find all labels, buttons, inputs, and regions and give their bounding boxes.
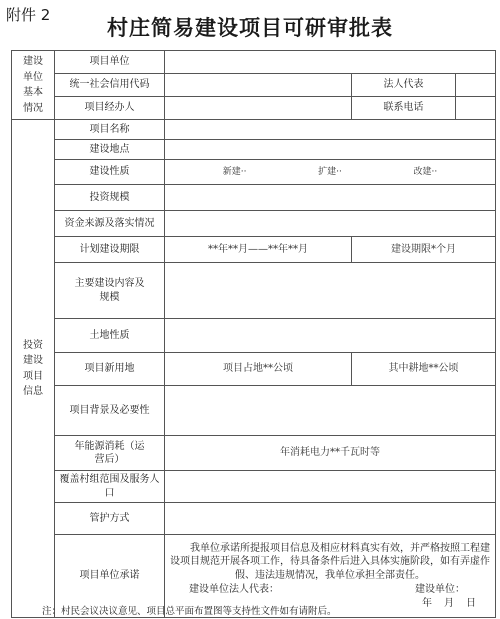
field-content[interactable]: [165, 263, 496, 319]
label-land-nature: 土地性质: [55, 319, 165, 353]
label-new-land: 项目新用地: [55, 353, 165, 386]
row-coverage: [12, 471, 496, 503]
row-energy: [12, 436, 496, 471]
commitment-text: 我单位承诺所提报项目信息及相应材料真实有效，并严格按照工程建设项目规范开展各项工作，待具备条件后进入具体实施阶段，如有弄虚作假、违法违规情况，我单位承担全部责任。: [170, 542, 490, 581]
row-schedule: [12, 237, 496, 263]
field-phone[interactable]: [456, 97, 496, 120]
field-legal-rep[interactable]: [456, 74, 496, 97]
label-manager: 项目经办人: [55, 97, 165, 120]
row-land-nature: [12, 319, 496, 353]
approval-form-table: [11, 50, 496, 618]
row-new-land: [12, 353, 496, 386]
row-project-unit: [12, 51, 496, 74]
label-maintenance: 管护方式: [55, 503, 165, 535]
field-scale[interactable]: [165, 185, 496, 211]
label-content: 主要建设内容及规模: [55, 263, 165, 319]
option-new-build[interactable]: 新建··: [222, 166, 247, 177]
field-location[interactable]: [165, 140, 496, 160]
field-energy[interactable]: 年消耗电力**千瓦时等: [165, 436, 496, 471]
label-phone: 联系电话: [352, 97, 456, 120]
row-background: [12, 386, 496, 436]
field-farmland[interactable]: 其中耕地**公顷: [352, 353, 496, 386]
row-project-name: [12, 120, 496, 140]
field-nature: [165, 160, 496, 185]
field-background[interactable]: [165, 386, 496, 436]
label-background: 项目背景及必要性: [55, 386, 165, 436]
field-funding[interactable]: [165, 211, 496, 237]
section-basic-info: 建设单位基本情况: [12, 51, 55, 120]
footer-note: 注：村民会议决议意见、项目总平面布置图等支持性文件如有请附后。: [42, 606, 337, 617]
field-duration[interactable]: 建设期限*个月: [352, 237, 496, 263]
field-schedule[interactable]: **年**月——**年**月: [165, 237, 352, 263]
row-content: [12, 263, 496, 319]
label-nature: 建设性质: [55, 160, 165, 185]
attachment-label: 附件 2: [6, 6, 51, 24]
label-energy: 年能源消耗（运营后）: [55, 436, 165, 471]
section-invest-info: 投资建设项目信息: [12, 120, 55, 618]
label-project-unit: 项目单位: [55, 51, 165, 74]
row-manager: [12, 97, 496, 120]
label-scale: 投资规模: [55, 185, 165, 211]
row-location: [12, 140, 496, 160]
label-commitment: 项目单位承诺: [55, 535, 165, 618]
field-project-unit[interactable]: [165, 51, 496, 74]
row-maintenance: [12, 503, 496, 535]
label-coverage: 覆盖村组范围及服务人口: [55, 471, 165, 503]
legal-rep-signature[interactable]: 建设单位法人代表：: [189, 584, 279, 596]
field-project-name[interactable]: [165, 120, 496, 140]
label-schedule: 计划建设期限: [55, 237, 165, 263]
option-renovation[interactable]: 改建··: [413, 166, 438, 177]
commitment-date[interactable]: 年 月 日: [422, 597, 477, 609]
field-manager[interactable]: [165, 97, 352, 120]
field-coverage[interactable]: [165, 471, 496, 503]
page-title: 村庄简易建设项目可研审批表: [107, 15, 393, 40]
unit-signature[interactable]: 建设单位：: [415, 584, 465, 596]
field-maintenance[interactable]: [165, 503, 496, 535]
row-credit-code: [12, 74, 496, 97]
row-nature: [12, 160, 496, 185]
label-credit-code: 统一社会信用代码: [55, 74, 165, 97]
field-land-nature[interactable]: [165, 319, 496, 353]
field-credit-code[interactable]: [165, 74, 352, 97]
label-funding: 资金来源及落实情况: [55, 211, 165, 237]
field-land-area[interactable]: 项目占地**公顷: [165, 353, 352, 386]
option-expansion[interactable]: 扩建··: [318, 166, 342, 177]
label-legal-rep: 法人代表: [352, 74, 456, 97]
row-funding: [12, 211, 496, 237]
label-project-name: 项目名称: [55, 120, 165, 140]
row-scale: [12, 185, 496, 211]
label-location: 建设地点: [55, 140, 165, 160]
